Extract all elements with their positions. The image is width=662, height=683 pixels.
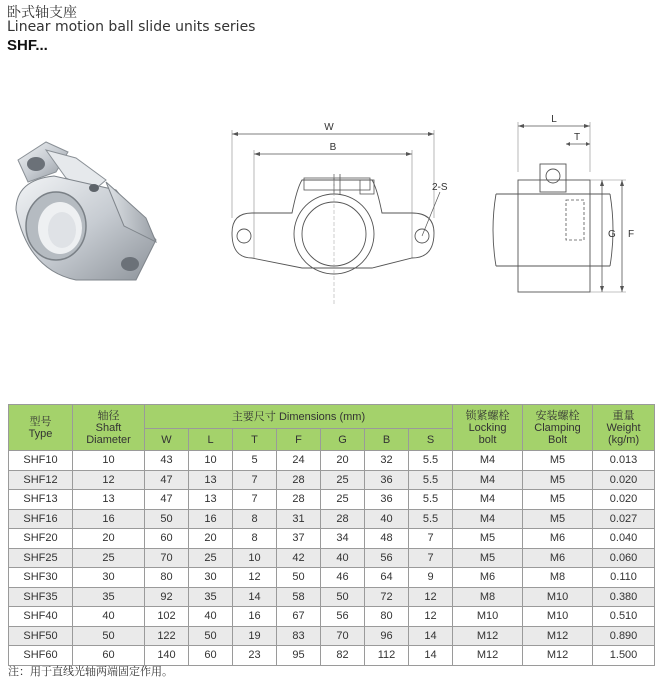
- table-cell: 72: [365, 587, 409, 607]
- table-cell: M6: [453, 568, 523, 588]
- table-cell: 67: [277, 607, 321, 627]
- front-view-drawing: [222, 118, 452, 308]
- table-cell: 7: [409, 548, 453, 568]
- header-dim-g: G: [321, 429, 365, 451]
- header-weight-en1: Weight: [606, 421, 641, 434]
- table-cell: SHF60: [9, 646, 73, 666]
- header-dimensions: 主要尺寸 Dimensions (mm): [145, 405, 453, 429]
- header-shaft-cn: 轴径: [97, 409, 120, 422]
- table-cell: 12: [409, 587, 453, 607]
- header-dim-t: T: [233, 429, 277, 451]
- table-row: [9, 587, 655, 607]
- table-cell: 60: [145, 529, 189, 549]
- table-cell: 92: [145, 587, 189, 607]
- dim-label-f: F: [628, 229, 635, 240]
- table-cell: 20: [73, 529, 145, 549]
- table-cell: 25: [73, 548, 145, 568]
- table-cell: M12: [453, 646, 523, 666]
- table-cell: 40: [321, 548, 365, 568]
- table-cell: 96: [365, 626, 409, 646]
- table-cell: 5.5: [409, 509, 453, 529]
- table-cell: M5: [523, 451, 593, 471]
- table-cell: M4: [453, 451, 523, 471]
- table-cell: SHF25: [9, 548, 73, 568]
- table-row: [9, 470, 655, 490]
- table-row: [9, 529, 655, 549]
- table-cell: 32: [365, 451, 409, 471]
- table-cell: 28: [321, 509, 365, 529]
- header-locking-bolt: [453, 405, 523, 451]
- table-cell: 5.5: [409, 470, 453, 490]
- table-cell: 43: [145, 451, 189, 471]
- table-cell: 0.013: [593, 451, 655, 471]
- table-cell: SHF50: [9, 626, 73, 646]
- header-shaft-en2: Diameter: [86, 433, 131, 446]
- table-cell: 34: [321, 529, 365, 549]
- table-cell: M5: [523, 470, 593, 490]
- table-cell: 50: [277, 568, 321, 588]
- header-type-en: Type: [28, 427, 53, 440]
- title-english: Linear motion ball slide units series: [7, 19, 256, 35]
- table-cell: 36: [365, 470, 409, 490]
- table-cell: 8: [233, 529, 277, 549]
- table-cell: 50: [321, 587, 365, 607]
- table-row: [9, 451, 655, 471]
- header-dim-b: B: [365, 429, 409, 451]
- table-row: [9, 626, 655, 646]
- table-cell: 122: [145, 626, 189, 646]
- table-cell: 0.040: [593, 529, 655, 549]
- dim-label-b: B: [329, 142, 337, 153]
- table-cell: 28: [277, 470, 321, 490]
- table-row: [9, 548, 655, 568]
- table-cell: 14: [409, 626, 453, 646]
- table-cell: 25: [321, 490, 365, 510]
- table-cell: 140: [145, 646, 189, 666]
- table-cell: 16: [233, 607, 277, 627]
- table-cell: 95: [277, 646, 321, 666]
- table-cell: 80: [365, 607, 409, 627]
- table-cell: 7: [233, 490, 277, 510]
- table-row: [9, 607, 655, 627]
- table-row: [9, 509, 655, 529]
- table-cell: 83: [277, 626, 321, 646]
- header-weight-en2: (kg/m): [607, 433, 640, 446]
- table-cell: 50: [73, 626, 145, 646]
- table-cell: M10: [523, 587, 593, 607]
- table-cell: 0.890: [593, 626, 655, 646]
- table-cell: 23: [233, 646, 277, 666]
- table-cell: 28: [277, 490, 321, 510]
- header-dim-f: F: [277, 429, 321, 451]
- side-view-drawing: [490, 112, 640, 312]
- header-clamping-bolt: [523, 405, 593, 451]
- table-cell: M5: [523, 490, 593, 510]
- table-cell: 40: [365, 509, 409, 529]
- table-cell: 10: [233, 548, 277, 568]
- table-cell: 56: [321, 607, 365, 627]
- table-cell: 48: [365, 529, 409, 549]
- table-cell: SHF30: [9, 568, 73, 588]
- table-cell: 70: [321, 626, 365, 646]
- table-cell: 20: [321, 451, 365, 471]
- table-cell: 0.380: [593, 587, 655, 607]
- series-code: SHF...: [7, 37, 48, 54]
- table-cell: SHF20: [9, 529, 73, 549]
- table-cell: 10: [189, 451, 233, 471]
- table-cell: 56: [365, 548, 409, 568]
- table-cell: M5: [523, 509, 593, 529]
- table-cell: 25: [321, 470, 365, 490]
- table-cell: SHF10: [9, 451, 73, 471]
- table-cell: 46: [321, 568, 365, 588]
- table-cell: 64: [365, 568, 409, 588]
- table-cell: M12: [523, 626, 593, 646]
- table-cell: 35: [189, 587, 233, 607]
- table-cell: 112: [365, 646, 409, 666]
- table-cell: M10: [523, 607, 593, 627]
- table-cell: 0.020: [593, 490, 655, 510]
- header-dim-w: W: [145, 429, 189, 451]
- table-cell: 30: [189, 568, 233, 588]
- table-cell: 5.5: [409, 451, 453, 471]
- table-cell: M5: [453, 529, 523, 549]
- table-cell: 5: [233, 451, 277, 471]
- table-row: [9, 568, 655, 588]
- table-cell: M10: [453, 607, 523, 627]
- table-row: [9, 490, 655, 510]
- table-cell: 14: [233, 587, 277, 607]
- table-cell: 7: [233, 470, 277, 490]
- table-cell: M5: [453, 548, 523, 568]
- table-cell: 40: [189, 607, 233, 627]
- table-cell: 36: [365, 490, 409, 510]
- table-cell: 12: [409, 607, 453, 627]
- table-cell: 35: [73, 587, 145, 607]
- table-cell: 1.500: [593, 646, 655, 666]
- table-cell: M6: [523, 548, 593, 568]
- table-cell: 60: [73, 646, 145, 666]
- table-cell: 20: [189, 529, 233, 549]
- table-cell: M12: [453, 626, 523, 646]
- table-cell: M4: [453, 470, 523, 490]
- table-cell: 5.5: [409, 490, 453, 510]
- header-clamp-en2: Bolt: [548, 433, 568, 446]
- table-cell: 16: [73, 509, 145, 529]
- header-type-cn: 型号: [29, 415, 52, 428]
- table-cell: 14: [409, 646, 453, 666]
- table-cell: 0.027: [593, 509, 655, 529]
- table-cell: 50: [145, 509, 189, 529]
- table-cell: M4: [453, 509, 523, 529]
- footer-note: 注：用于直线光轴两端固定作用。: [8, 665, 173, 678]
- table-cell: 13: [73, 490, 145, 510]
- table-cell: 58: [277, 587, 321, 607]
- table-cell: SHF40: [9, 607, 73, 627]
- table-cell: 16: [189, 509, 233, 529]
- header-lock-en1: Locking: [468, 421, 507, 434]
- table-cell: SHF35: [9, 587, 73, 607]
- dim-label-g: G: [608, 229, 616, 240]
- table-cell: 80: [145, 568, 189, 588]
- header-clamp-en1: Clamping: [534, 421, 581, 434]
- table-cell: 25: [189, 548, 233, 568]
- spec-table: [8, 404, 655, 666]
- table-cell: 7: [409, 529, 453, 549]
- title-chinese: 卧式轴支座: [7, 5, 77, 21]
- table-cell: M8: [523, 568, 593, 588]
- table-cell: SHF16: [9, 509, 73, 529]
- header-shaft-en1: Shaft: [95, 421, 122, 434]
- table-cell: 50: [189, 626, 233, 646]
- table-cell: 47: [145, 490, 189, 510]
- table-cell: 19: [233, 626, 277, 646]
- table-cell: 24: [277, 451, 321, 471]
- dim-label-l: L: [551, 114, 557, 125]
- header-type: [9, 405, 73, 451]
- table-cell: 12: [73, 470, 145, 490]
- table-cell: M4: [453, 490, 523, 510]
- header-dim-s: S: [409, 429, 453, 451]
- table-cell: 13: [189, 490, 233, 510]
- table-cell: 0.060: [593, 548, 655, 568]
- table-cell: SHF12: [9, 470, 73, 490]
- header-clamp-cn: 安装螺栓: [535, 409, 580, 422]
- header-lock-en2: bolt: [478, 433, 497, 446]
- table-cell: M12: [523, 646, 593, 666]
- table-cell: 42: [277, 548, 321, 568]
- table-cell: 60: [189, 646, 233, 666]
- product-photo: [6, 130, 166, 290]
- table-cell: 40: [73, 607, 145, 627]
- header-dim-l: L: [189, 429, 233, 451]
- table-cell: 9: [409, 568, 453, 588]
- table-cell: 13: [189, 470, 233, 490]
- table-cell: 12: [233, 568, 277, 588]
- dim-label-s: 2-S: [432, 182, 448, 193]
- header-weight: [593, 405, 655, 451]
- header-weight-cn: 重量: [612, 409, 635, 422]
- table-cell: 0.020: [593, 470, 655, 490]
- table-cell: 30: [73, 568, 145, 588]
- table-cell: 70: [145, 548, 189, 568]
- table-cell: SHF13: [9, 490, 73, 510]
- dim-label-t: T: [573, 132, 581, 143]
- table-cell: 31: [277, 509, 321, 529]
- table-cell: 37: [277, 529, 321, 549]
- table-cell: 47: [145, 470, 189, 490]
- table-cell: 82: [321, 646, 365, 666]
- table-cell: 0.510: [593, 607, 655, 627]
- table-cell: M6: [523, 529, 593, 549]
- table-cell: M8: [453, 587, 523, 607]
- table-cell: 102: [145, 607, 189, 627]
- dim-label-w: W: [324, 122, 334, 133]
- table-cell: 0.110: [593, 568, 655, 588]
- table-cell: 10: [73, 451, 145, 471]
- header-shaft: [73, 405, 145, 451]
- header-lock-cn: 锁紧螺栓: [465, 409, 510, 422]
- table-cell: 8: [233, 509, 277, 529]
